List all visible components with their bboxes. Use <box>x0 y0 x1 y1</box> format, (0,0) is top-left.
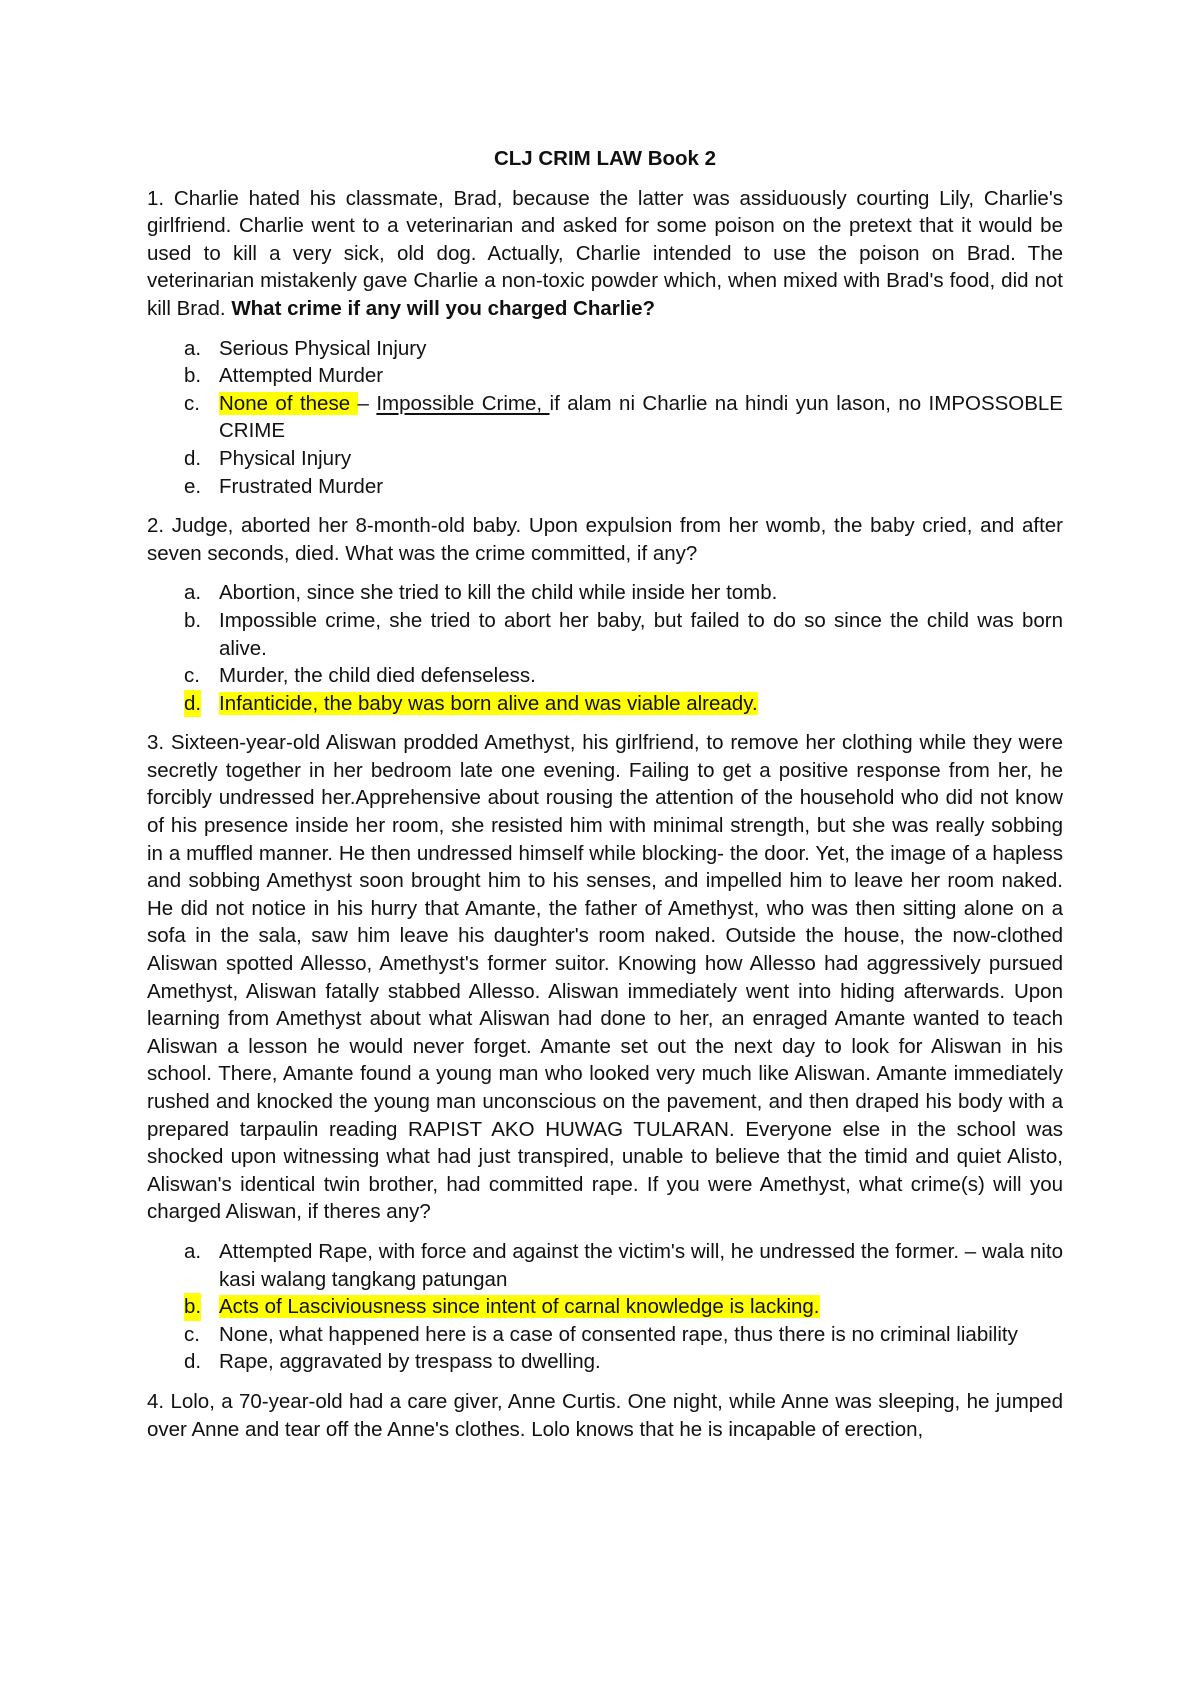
option-item-answer <box>147 690 1063 718</box>
question-1-prompt: What crime if any will you charged Charlie? <box>231 296 656 320</box>
option-label: d. <box>184 690 201 718</box>
option-text: Attempted Rape, with force and against the victim's will, he undressed the former. – wala nito kasi walang tangkang patungan <box>219 1239 1063 1291</box>
option-label: d. <box>184 1350 202 1374</box>
highlighted-answer: Infanticide, the baby was born alive and was viable already. <box>219 691 758 715</box>
option-item <box>147 1348 1063 1376</box>
option-item <box>147 1321 1063 1349</box>
option-label: c. <box>184 391 200 415</box>
option-item-answer <box>147 390 1063 445</box>
option-item <box>147 335 1063 363</box>
option-text: Impossible crime, she tried to abort her baby, but failed to do so since the child was born alive. <box>219 608 1063 660</box>
option-text: Physical Injury <box>219 446 352 470</box>
option-label: b. <box>184 1293 201 1321</box>
option-label: b. <box>184 364 202 388</box>
option-text: Rape, aggravated by trespass to dwelling. <box>219 1350 601 1374</box>
option-item <box>147 362 1063 390</box>
question-2: 2. Judge, aborted her 8-month-old baby. Upon expulsion from her womb, the baby cried, and after seven seconds, died. What was the crime committed, if any? <box>147 514 1063 565</box>
option-item <box>147 662 1063 690</box>
option-item <box>147 607 1063 662</box>
option-item <box>147 579 1063 607</box>
option-dash: – <box>357 391 377 415</box>
highlighted-answer: Acts of Lasciviousness since intent of carnal knowledge is lacking. <box>219 1295 820 1319</box>
underlined-note: Impossible Crime, <box>376 391 550 415</box>
document-title: CLJ CRIM LAW Book 2 <box>493 147 717 170</box>
highlighted-answer: None of these <box>219 391 358 415</box>
option-item <box>147 1238 1063 1293</box>
question-1-text: 1. Charlie hated his classmate, Brad, because the latter was assiduously courting Lily, Charlie's girlfriend. Charlie went to a veterinarian and asked for some poison on the pretext that it would be used to kill a very sick, old dog. Actually, Charlie intended to use the poison on Brad. The veterinarian mistakenly gave Charlie a non-toxic powder which, when mixed with Brad's food, did not kill Brad. <box>147 186 1063 320</box>
document-content <box>147 145 1063 1455</box>
option-label: d. <box>184 446 202 470</box>
question-1 <box>147 185 1063 323</box>
option-text: Abortion, since she tried to kill the child while inside her tomb. <box>219 581 778 605</box>
option-label: a. <box>184 581 202 605</box>
question-1-options <box>147 335 1063 501</box>
option-label: c. <box>184 664 200 688</box>
option-text: Attempted Murder <box>219 364 384 388</box>
question-2-options <box>147 579 1063 717</box>
option-text: Frustrated Murder <box>219 474 384 498</box>
option-note: if alam ni Charlie na hindi yun lason, no IMPOSSOBLE CRIME <box>219 391 1063 443</box>
option-label: a. <box>184 1239 202 1263</box>
option-item-answer <box>147 1293 1063 1321</box>
question-3: 3. Sixteen-year-old Aliswan prodded Amethyst, his girlfriend, to remove her clothing while they were secretly together in her bedroom late one evening. Failing to get a positive response from her, he forcibly undressed her.Apprehensive about rousing the attention of the household who did not know of his presence inside her room, she resisted him with minimal strength, but she was really sobbing in a muffled manner. He then undressed himself while blocking- the door. Yet, the image of a hapless and sobbing Amethyst soon brought him to his senses, and impelled him to leave her room naked. He did not notice in his hurry that Amante, the father of Amethyst, who was then sitting alone on a sofa in the sala, saw him leave his daughter's room naked. Outside the house, the now-clothed Aliswan spotted Allesso, Amethyst's former suitor. Knowing how Allesso had aggressively pursued Amethyst, Aliswan fatally stabbed Allesso. Aliswan immediately went into hiding afterwards. Upon learning from Amethyst about what Aliswan had done to her, an enraged Amante wanted to teach Aliswan a lesson he would never forget. Amante set out the next day to look for Aliswan in his school. There, Amante found a young man who looked very much like Aliswan. Amante immediately rushed and knocked the young man unconscious on the pavement, and then draped his body with a prepared tarpaulin reading RAPIST AKO HUWAG TULARAN. Everyone else in the school was shocked upon witnessing what had just transpired, unable to believe that the timid and quiet Alisto, Aliswan's identical twin brother, had committed rape. If you were Amethyst, what crime(s) will you charged Aliswan, if theres any? <box>147 731 1063 1224</box>
option-label: e. <box>184 474 202 498</box>
option-label: c. <box>184 1322 200 1346</box>
option-text: Murder, the child died defenseless. <box>219 664 536 688</box>
option-label: b. <box>184 608 202 632</box>
option-label: a. <box>184 336 202 360</box>
option-text: Serious Physical Injury <box>219 336 427 360</box>
option-item <box>147 445 1063 473</box>
option-text: None, what happened here is a case of consented rape, thus there is no criminal liability <box>219 1322 1018 1346</box>
option-item <box>147 473 1063 501</box>
question-4: 4. Lolo, a 70-year-old had a care giver, Anne Curtis. One night, while Anne was sleeping, he jumped over Anne and tear off the Anne's clothes. Lolo knows that he is incapable of erection, <box>147 1389 1063 1441</box>
question-3-options <box>147 1238 1063 1376</box>
